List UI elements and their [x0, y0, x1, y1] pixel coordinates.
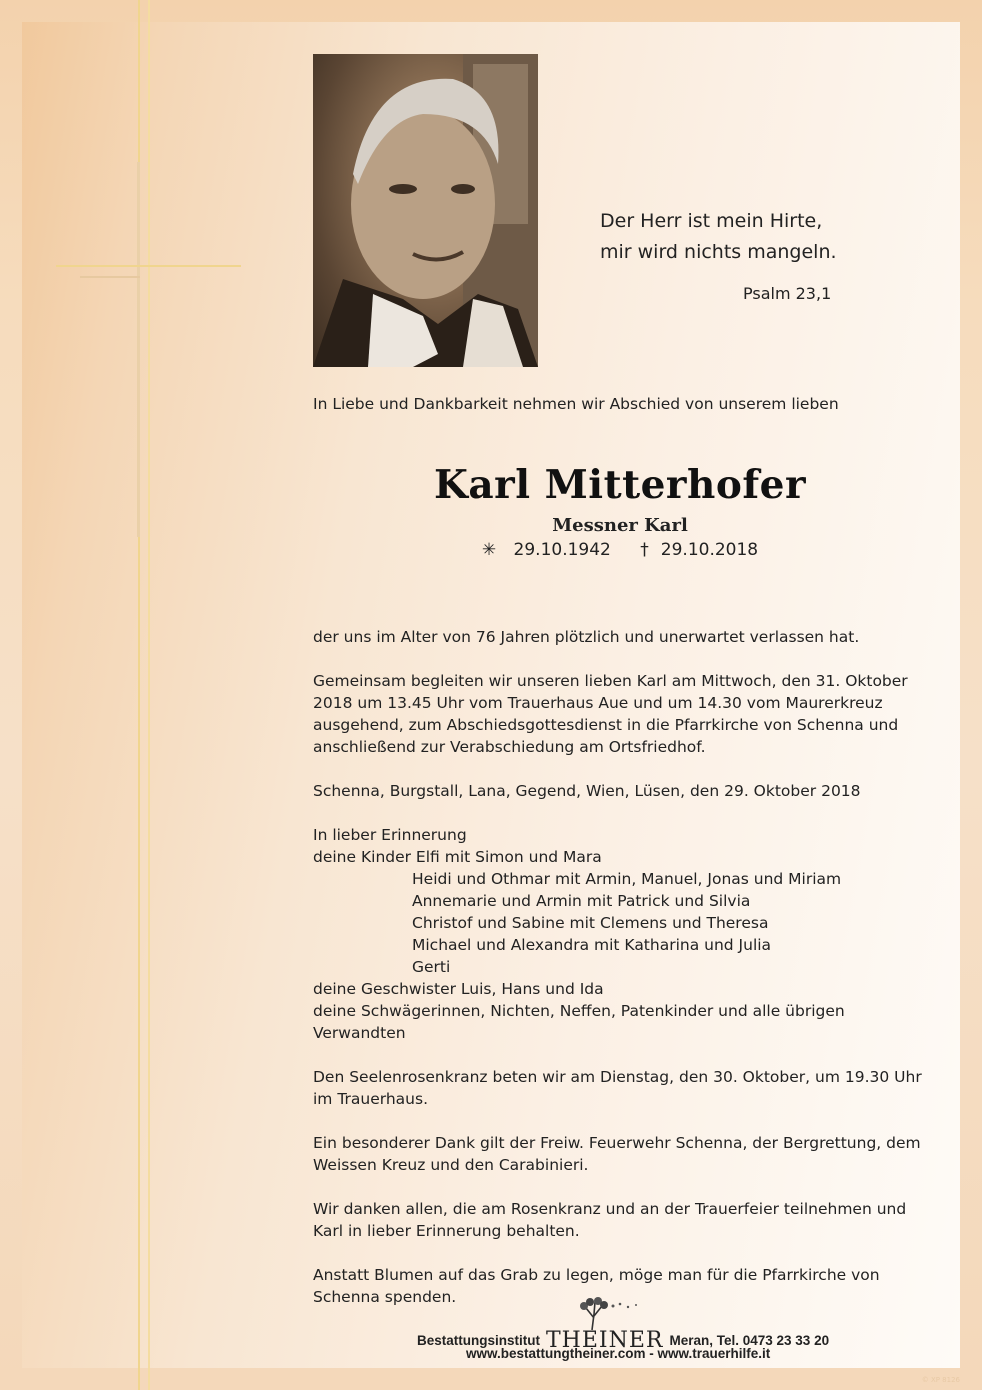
quote-source: Psalm 23,1: [743, 284, 832, 303]
place-date-line: Schenna, Burgstall, Lana, Gegend, Wien, Lüsen, den 29. Oktober 2018: [313, 782, 861, 800]
paragraph-line: im Trauerhaus.: [313, 1090, 429, 1108]
paragraph-line: Den Seelenrosenkranz beten wir am Dienstag, den 30. Oktober, um 19.30 Uhr: [313, 1068, 922, 1086]
paragraph-line: Weissen Kreuz und den Carabinieri.: [313, 1156, 589, 1174]
mourner-line: deine Kinder Elfi mit Simon und Mara: [313, 848, 602, 866]
mourner-line: deine Schwägerinnen, Nichten, Neffen, Patenkinder und alle übrigen Verwandten: [313, 1002, 845, 1042]
paragraph-line: Ein besonderer Dank gilt der Freiw. Feuerwehr Schenna, der Bergrettung, dem: [313, 1134, 921, 1152]
cross-bar: [56, 265, 241, 267]
mourner-line: Heidi und Othmar mit Armin, Manuel, Jonas und Miriam: [412, 870, 842, 888]
mourner-line: Michael und Alexandra mit Katharina und Julia: [412, 936, 772, 954]
paragraph-line: Anstatt Blumen auf das Grab zu legen, möge man für die Pfarrkirche von: [313, 1266, 880, 1284]
cross-bar: [80, 276, 140, 278]
mourners-heading: In lieber Erinnerung: [313, 826, 467, 844]
portrait-photo: [313, 54, 538, 367]
paragraph-line: anschließend zur Verabschiedung am Ortsfriedhof.: [313, 738, 706, 756]
mourner-line: deine Geschwister Luis, Hans und Ida: [313, 980, 604, 998]
paragraph-line: Wir danken allen, die am Rosenkranz und an der Trauerfeier teilnehmen und: [313, 1200, 907, 1218]
birth-star-icon: ✳: [481, 540, 497, 560]
mourner-line: Christof und Sabine mit Clemens und Theresa: [412, 914, 769, 932]
funeral-home-brand: THEINER: [546, 1328, 664, 1353]
mourner-line: Gerti: [412, 958, 451, 976]
cross-icon: [137, 162, 140, 537]
intro-text: In Liebe und Dankbarkeit nehmen wir Abschied von unserem lieben: [313, 395, 839, 413]
life-dates: [313, 540, 927, 560]
obituary-body: [313, 626, 933, 1308]
paragraph: der uns im Alter von 76 Jahren plötzlich und unerwartet verlassen hat.: [313, 628, 860, 646]
paragraph-line: Gemeinsam begleiten wir unseren lieben Karl am Mittwoch, den 31. Oktober: [313, 672, 908, 690]
death-cross-icon: †: [640, 540, 649, 560]
funeral-home-prefix: Bestattungsinstitut: [417, 1333, 540, 1348]
paragraph-line: ausgehend, zum Abschiedsgottesdienst in die Pfarrkirche von Schenna und: [313, 716, 899, 734]
quote-line: Der Herr ist mein Hirte,: [600, 210, 823, 232]
funeral-home-web[interactable]: www.bestattungtheiner.com - www.trauerhilfe.it: [466, 1346, 771, 1361]
mourner-line: Annemarie und Armin mit Patrick und Silvia: [412, 892, 751, 910]
scripture-quote: [600, 206, 880, 303]
birth-date: 29.10.1942: [513, 540, 611, 560]
decor-line: [148, 0, 150, 1390]
deceased-nickname: Messner Karl: [552, 515, 688, 536]
funeral-home-contact: Meran, Tel. 0473 23 33 20: [669, 1333, 830, 1348]
paragraph-line: 2018 um 13.45 Uhr vom Trauerhaus Aue und um 14.30 vom Maurerkreuz: [313, 694, 883, 712]
paragraph-line: Karl in lieber Erinnerung behalten.: [313, 1222, 580, 1240]
template-code: © XP 8126: [921, 1376, 960, 1384]
deceased-name: Karl Mitterhofer: [434, 462, 806, 508]
death-date: 29.10.2018: [660, 540, 759, 560]
paragraph-line: Schenna spenden.: [313, 1288, 457, 1306]
quote-line: mir wird nichts mangeln.: [600, 241, 837, 263]
